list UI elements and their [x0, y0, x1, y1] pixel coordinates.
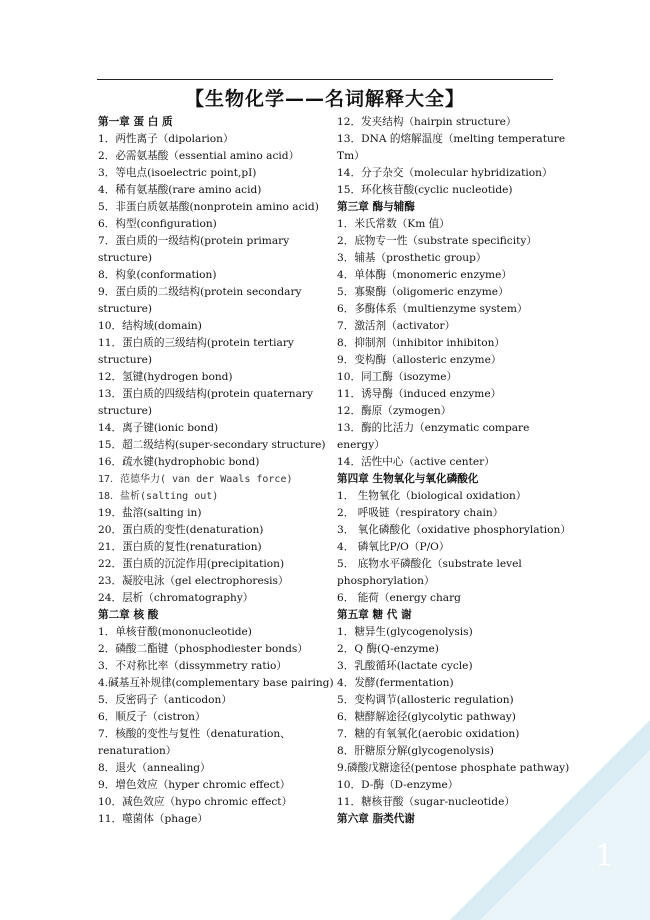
term-line: 11．糖核苷酸（sugar-nucleotide）	[337, 796, 515, 808]
term-line: Tm）	[337, 150, 365, 162]
term-line: 16．疏水键(hydrophobic bond)	[98, 456, 260, 468]
term-line: 4．发酵(fermentation)	[337, 677, 454, 689]
term-line: 13．酶的比活力（enzymatic compare	[337, 422, 530, 434]
term-line: 19．盐溶(salting in)	[98, 507, 202, 519]
term-line: 5．寡聚酶（oligomeric enzyme）	[337, 286, 509, 298]
term-line: 21．蛋白质的复性(renaturation)	[98, 541, 262, 553]
term-line: 10．D-酶（D-enzyme）	[337, 779, 459, 791]
term-line: structure)	[98, 354, 153, 366]
term-line: 8．抑制剂（inhibitor inhibiton）	[337, 337, 506, 349]
chapter-heading: 第五章 糖 代 谢	[337, 609, 412, 621]
term-line: 6．多酶体系（multienzyme system）	[337, 303, 528, 315]
term-line: 24．层析（chromatography）	[98, 592, 254, 604]
term-line: 1．糖异生(glycogenolysis)	[337, 626, 473, 638]
page-number: 1	[594, 839, 614, 874]
term-line: 6． 能荷（energy charg	[337, 592, 461, 604]
term-line: 6．糖酵解途径(glycolytic pathway)	[337, 711, 516, 723]
term-line: 10．结构域(domain)	[98, 320, 202, 332]
corner-triangle-light	[480, 750, 650, 920]
term-line: 14．离子键(ionic bond)	[98, 422, 219, 434]
chapter-heading: 第一章 蛋 白 质	[98, 116, 173, 128]
chapter-heading: 第三章 酶与辅酶	[337, 201, 415, 213]
term-line: 12．酶原（zymogen）	[337, 405, 452, 417]
term-line: 4.碱基互补规律(complementary base pairing)	[98, 677, 334, 689]
term-line: 3．辅基（prosthetic group）	[337, 252, 487, 264]
term-line: 5．非蛋白质氨基酸(nonprotein amino acid)	[98, 201, 319, 213]
term-line: 8．肝糖原分解(glycogenolysis)	[337, 745, 494, 757]
term-line: 7．激活剂（activator）	[337, 320, 456, 332]
term-line: 7．蛋白质的一级结构(protein primary	[98, 235, 290, 247]
term-line: 2．必需氨基酸（essential amino acid）	[98, 150, 300, 162]
term-line: 6．构型(configuration)	[98, 218, 217, 230]
chapter-heading: 第六章 脂类代谢	[337, 813, 415, 825]
term-line: structure)	[98, 303, 153, 315]
term-line: structure)	[98, 405, 153, 417]
term-line: 5．变构调节(allosteric regulation)	[337, 694, 514, 706]
term-line: 11．蛋白质的三级结构(protein tertiary	[98, 337, 294, 349]
term-line: 7．核酸的变性与复性（denaturation、	[98, 728, 291, 740]
term-line: renaturation）	[98, 745, 177, 757]
term-line: 14．分子杂交（molecular hybridization）	[337, 167, 553, 179]
term-line: 3．不对称比率（dissymmetry ratio）	[98, 660, 287, 672]
term-line: 3．乳酸循环(lactate cycle)	[337, 660, 473, 672]
term-line: 5．反密码子（anticodon）	[98, 694, 232, 706]
term-line: 9.磷酸戊糖途径(pentose phosphate pathway)	[337, 762, 570, 774]
term-line: 1． 生物氧化（biological oxidation）	[337, 490, 527, 502]
term-line: 11．噬菌体（phage）	[98, 813, 209, 825]
term-line: 2．底物专一性（substrate specificity）	[337, 235, 537, 247]
document-title: 【生物化学——名词解释大全】	[184, 88, 465, 110]
term-line: 4．单体酶（monomeric enzyme）	[337, 269, 512, 281]
term-line: 22．蛋白质的沉淀作用(precipitation)	[98, 558, 285, 570]
term-line: 15．环化核苷酸(cyclic nucleotide)	[337, 184, 513, 196]
term-line: 9．蛋白质的二级结构(protein secondary	[98, 286, 302, 298]
top-rule	[97, 79, 553, 80]
term-line: 23．凝胶电泳（gel electrophoresis）	[98, 575, 289, 587]
term-line: 4．稀有氨基酸(rare amino acid)	[98, 184, 262, 196]
term-line: 6．顺反子（cistron）	[98, 711, 206, 723]
term-line: 20．蛋白质的变性(denaturation)	[98, 524, 264, 536]
term-line: 15．超二级结构(super-secondary structure)	[98, 439, 326, 451]
term-line: 11．诱导酶（induced enzyme）	[337, 388, 502, 400]
corner-decoration	[450, 720, 650, 920]
term-line: 3． 氧化磷酸化（oxidative phosphorylation）	[337, 524, 571, 536]
term-line: 3．等电点(isoelectric point,pI)	[98, 167, 257, 179]
term-line: 9．增色效应（hyper chromic effect）	[98, 779, 291, 791]
term-line: structure)	[98, 252, 153, 264]
term-line: 2． 呼吸链（respiratory chain）	[337, 507, 504, 519]
term-line: phosphorylation）	[337, 575, 435, 587]
term-line: 1．单核苷酸(mononucleotide)	[98, 626, 252, 638]
term-line: 5． 底物水平磷酸化（substrate level	[337, 558, 522, 570]
term-line: 13．DNA 的熔解温度（melting temperature	[337, 133, 566, 145]
term-line: 1．两性离子（dipolarion）	[98, 133, 234, 145]
term-line: 2．Q 酶(Q-enzyme)	[337, 643, 439, 655]
chapter-heading: 第四章 生物氧化与氧化磷酸化	[337, 473, 479, 485]
term-line: 13．蛋白质的四级结构(protein quaternary	[98, 388, 313, 400]
term-line: 18．盐析(salting out)	[98, 491, 219, 502]
term-line: 12．氢键(hydrogen bond)	[98, 371, 233, 383]
term-line: 12．发夹结构（hairpin structure）	[337, 116, 517, 128]
term-line: 10．减色效应（hypo chromic effect）	[98, 796, 293, 808]
chapter-heading: 第二章 核 酸	[98, 609, 159, 621]
term-line: energy）	[337, 439, 385, 451]
term-line: 10．同工酶（isozyme）	[337, 371, 458, 383]
term-line: 17．范德华力( van der Waals force)	[98, 474, 293, 485]
left-column	[98, 114, 334, 828]
term-line: 8．构象(conformation)	[98, 269, 217, 281]
term-line: 2．磷酸二酯键（phosphodiester bonds）	[98, 643, 308, 655]
term-line: 4． 磷氧比P/O（P/O）	[337, 541, 450, 553]
term-line: 1．米氏常数（Km 值）	[337, 218, 450, 230]
term-line: 7．糖的有氧氧化(aerobic oxidation)	[337, 728, 520, 740]
term-line: 14．活性中心（active center）	[337, 456, 495, 468]
term-line: 8．退火（annealing）	[98, 762, 211, 774]
term-line: 9．变构酶（allosteric enzyme）	[337, 354, 502, 366]
